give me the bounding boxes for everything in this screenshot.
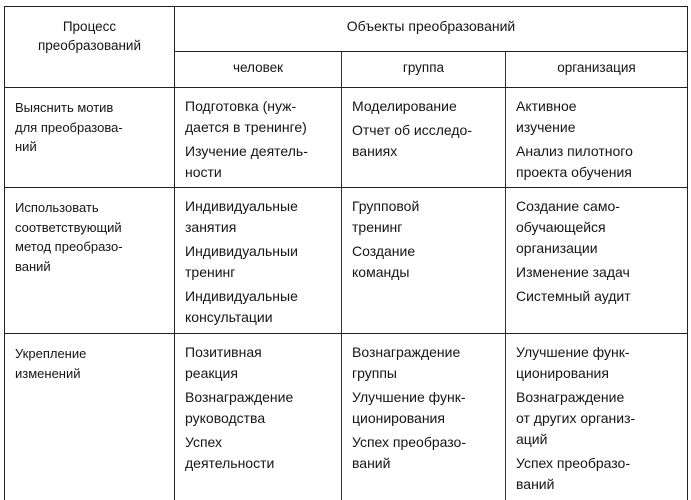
header-objects bbox=[175, 7, 688, 52]
list-item: Улучшение функ- ционирования bbox=[516, 344, 630, 381]
organization-cell bbox=[506, 334, 688, 500]
transformation-table bbox=[4, 6, 688, 500]
table-row bbox=[5, 88, 688, 188]
header-process bbox=[5, 7, 175, 88]
process-cell bbox=[5, 88, 175, 188]
header-process-label: Процесс преобразований bbox=[37, 19, 142, 53]
header-col-organization-label: организация bbox=[557, 60, 636, 75]
list-item: Отчет об исследо- ваниях bbox=[352, 122, 472, 159]
list-item: Успех деятельности bbox=[185, 434, 275, 471]
header-col-group bbox=[342, 52, 506, 88]
list-item: Индивидуальныи тренинг bbox=[185, 243, 298, 280]
process-text: Использовать соответствующий метод преобразо- ваний bbox=[15, 200, 123, 274]
list-item: Вознаграждение от других организ- аций bbox=[516, 389, 636, 447]
person-cell bbox=[175, 88, 342, 188]
list-item: Моделирование bbox=[352, 98, 457, 114]
list-item: Успех преобразо- ваний bbox=[516, 455, 630, 492]
list-item: Вознаграждение руководства bbox=[185, 389, 294, 426]
group-cell bbox=[342, 334, 506, 500]
list-item: Вознаграждение группы bbox=[352, 344, 461, 381]
organization-cell bbox=[506, 88, 688, 188]
list-item: Создание само- обучающейся организации bbox=[516, 198, 620, 256]
organization-cell bbox=[506, 188, 688, 334]
list-item: Успех преобразо- ваний bbox=[352, 434, 466, 471]
process-text: Выяснить мотив для преобразова- ний bbox=[15, 100, 123, 154]
table-row bbox=[5, 334, 688, 500]
person-cell bbox=[175, 334, 342, 500]
process-cell bbox=[5, 188, 175, 334]
process-text: Укрепление изменений bbox=[15, 346, 87, 381]
group-cell bbox=[342, 88, 506, 188]
list-item: Индивидуальные занятия bbox=[185, 198, 298, 235]
list-item: Улучшение функ- ционирования bbox=[352, 389, 466, 426]
header-col-organization bbox=[506, 52, 688, 88]
header-col-person bbox=[175, 52, 342, 88]
person-cell bbox=[175, 188, 342, 334]
list-item: Подготовка (нуж- дается в тренинге) bbox=[185, 98, 307, 135]
header-col-person-label: человек bbox=[232, 60, 284, 75]
list-item: Изменение задач bbox=[516, 264, 630, 280]
list-item: Групповой тренинг bbox=[352, 198, 420, 235]
header-objects-label: Объекты преобразований bbox=[346, 18, 516, 34]
list-item: Анализ пилотного проекта обучения bbox=[516, 143, 633, 180]
group-cell bbox=[342, 188, 506, 334]
list-item: Изучение деятель- ности bbox=[185, 143, 308, 180]
process-cell bbox=[5, 334, 175, 500]
list-item: Системный аудит bbox=[516, 288, 631, 304]
list-item: Создание команды bbox=[352, 243, 416, 280]
header-col-group-label: группа bbox=[402, 60, 445, 75]
table-row bbox=[5, 188, 688, 334]
list-item: Позитивная реакция bbox=[185, 344, 262, 381]
list-item: Индивидуальные консультации bbox=[185, 288, 298, 325]
list-item: Активное изучение bbox=[516, 98, 577, 135]
